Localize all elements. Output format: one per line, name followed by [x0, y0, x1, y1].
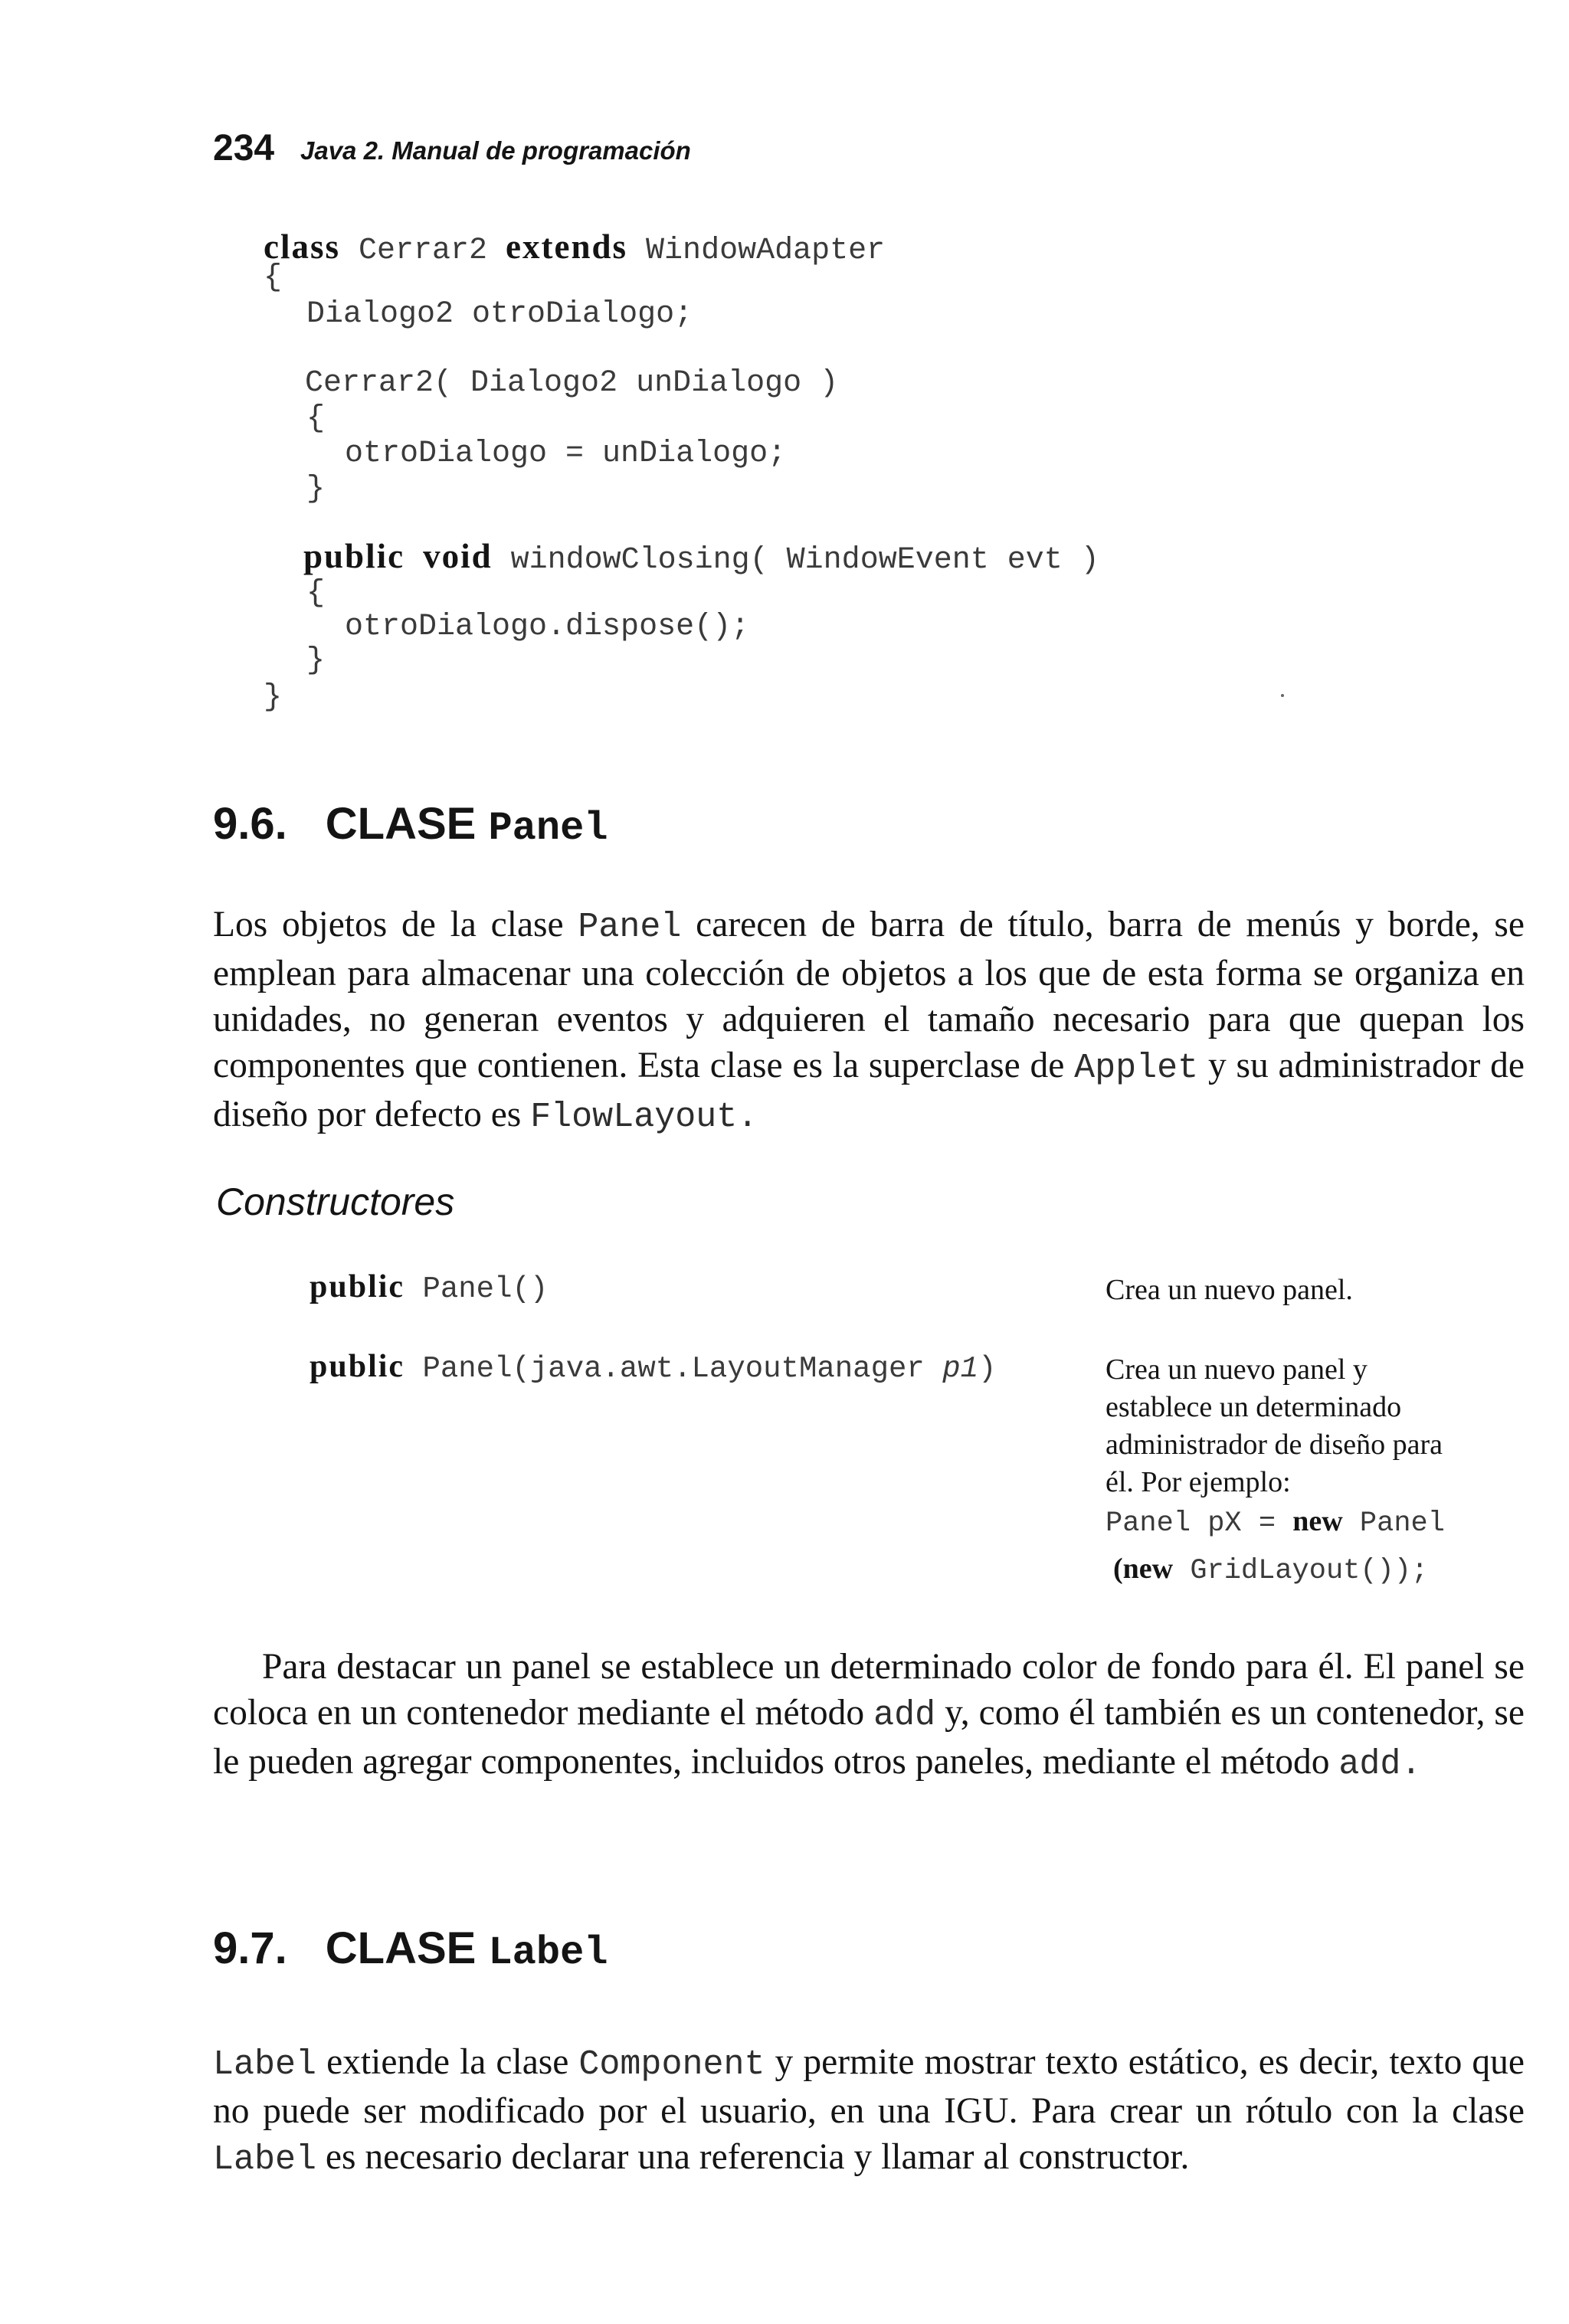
section-heading-9-6: 9.6. CLASE Panel: [213, 799, 608, 851]
paragraph-panel-description: Los objetos de la clase Panel carecen de barra de título, barra de menús y borde, se emplean para almacenar una colección de objetos a los que de esta forma se organiza en unidades, no generan eventos y adquieren el tamaño necesario para que quepan los componentes que contienen. Esta clase es la superclase de Applet y su administrador de diseño por defecto es FlowLayout.: [213, 905, 1525, 1137]
code-line-10: otroDialogo.dispose();: [345, 610, 750, 644]
code-line-2: {: [264, 260, 283, 295]
constructor-2-description: Crea un nuevo panel y establece un determinado administrador de diseño para él. Por ejemplo: Panel pX = new Panel (new GridLayout());: [1106, 1351, 1445, 1590]
code-keyword: class: [264, 227, 340, 266]
paragraph-label-description: Label extiende la clase Component y permite mostrar texto estático, es decir, texto que no puede ser modificado por el usuario, en una IGU. Para crear un rótulo con la clase Label es necesario declarar una referencia y llamar al constructor.: [213, 2042, 1525, 2179]
code-keyword: void: [423, 537, 493, 575]
code-keyword: public: [303, 537, 405, 575]
code-line-4: Cerrar2( Dialogo2 unDialogo ): [305, 366, 839, 401]
constructor-1-signature: public Panel(): [310, 1269, 549, 1306]
code-line-5: {: [306, 401, 326, 436]
code-line-1: class Cerrar2 extends WindowAdapter: [264, 227, 886, 268]
constructor-1-description: Crea un nuevo panel.: [1106, 1274, 1353, 1306]
stray-dot: [1281, 694, 1284, 697]
running-header-title: Java 2. Manual de programación: [300, 136, 691, 165]
example-line-1: Panel pX = new Panel: [1106, 1505, 1445, 1540]
code-line-6: otroDialogo = unDialogo;: [345, 437, 787, 471]
subheading-constructores: Constructores: [216, 1180, 455, 1223]
code-line-9: {: [306, 576, 326, 610]
code-line-8: public void windowClosing( WindowEvent evt ): [303, 537, 1099, 578]
code-keyword: public: [310, 1349, 405, 1384]
code-line-3: Dialogo2 otroDialogo;: [306, 297, 693, 332]
constructor-2-signature: public Panel(java.awt.LayoutManager p1): [310, 1349, 997, 1386]
code-keyword: extends: [506, 227, 628, 266]
page-number: 234: [213, 128, 275, 169]
example-line-2: (new GridLayout());: [1113, 1553, 1429, 1587]
section-heading-9-7: 9.7. CLASE Label: [213, 1923, 608, 1975]
code-line-12: }: [264, 680, 283, 715]
code-line-11: }: [306, 643, 326, 678]
code-line-7: }: [306, 472, 326, 506]
code-keyword: public: [310, 1269, 405, 1304]
paragraph-panel-usage: Para destacar un panel se establece un determinado color de fondo para él. El panel se coloca en un contenedor mediante el método add y, como él también es un contenedor, se le pueden agregar componentes, incluidos otros paneles, mediante el método add.: [213, 1647, 1525, 1784]
